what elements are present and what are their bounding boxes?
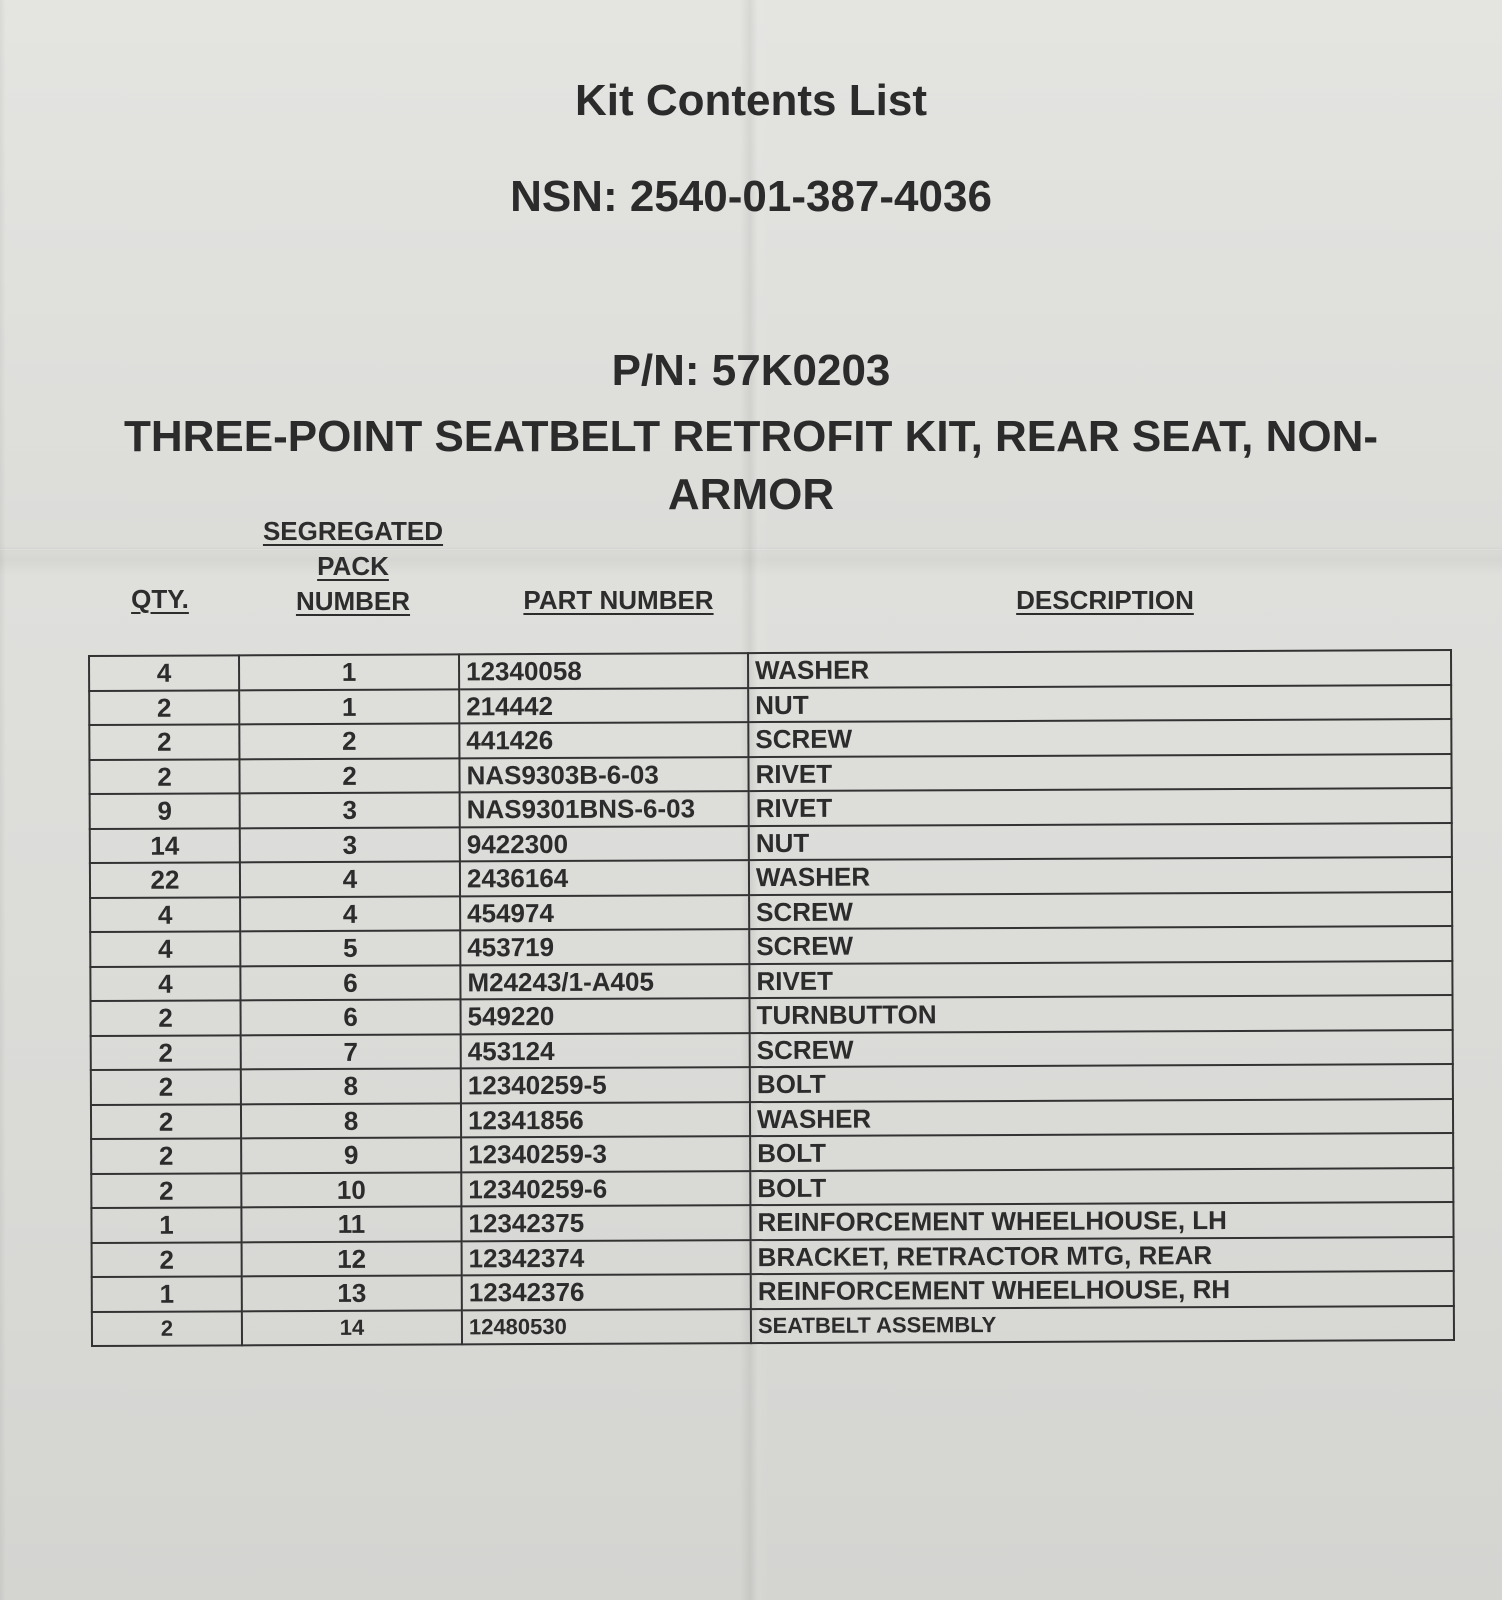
pack-number-cell: 6: [241, 999, 461, 1034]
description-cell: BOLT: [750, 1168, 1453, 1206]
pack-number-column-header: [238, 514, 468, 619]
qty-cell: 2: [91, 1104, 241, 1139]
table-row: [91, 1030, 1453, 1070]
qty-cell: 2: [92, 1242, 242, 1277]
kit-contents-table: [88, 649, 1455, 1347]
part-number-cell: 12340058: [459, 653, 748, 689]
table-row: [91, 1133, 1453, 1173]
table-row: [89, 754, 1451, 794]
pack-number-cell: 9: [241, 1137, 461, 1172]
table-row: [91, 1099, 1453, 1139]
qty-cell: 2: [91, 1000, 241, 1035]
part-number-cell: 12340259-6: [461, 1171, 750, 1207]
qty-cell: 4: [90, 966, 240, 1001]
pack-number-cell: 4: [240, 896, 460, 931]
qty-cell: 4: [90, 931, 240, 966]
description-cell: SCREW: [749, 926, 1452, 964]
description-cell: WASHER: [748, 650, 1451, 688]
description-cell: SCREW: [750, 1030, 1453, 1068]
pack-number-cell: 4: [240, 861, 460, 896]
description-cell: WASHER: [750, 1099, 1453, 1137]
pack-number-cell: 3: [240, 792, 460, 827]
qty-cell: 4: [89, 655, 239, 690]
description-cell: RIVET: [748, 754, 1451, 792]
pack-number-cell: 12: [242, 1241, 462, 1276]
table-row: [90, 788, 1452, 828]
description-cell: NUT: [748, 685, 1451, 723]
description-cell: REINFORCEMENT WHEELHOUSE, RH: [751, 1271, 1454, 1309]
table-row: [91, 995, 1453, 1035]
pack-number-cell: 7: [241, 1034, 461, 1069]
description-cell: REINFORCEMENT WHEELHOUSE, LH: [750, 1202, 1453, 1240]
document-title: Kit Contents List: [575, 76, 927, 125]
pack-number-cell: 5: [240, 930, 460, 965]
qty-cell: 2: [89, 724, 239, 759]
description-cell: WASHER: [749, 857, 1452, 895]
part-number-cell: 454974: [460, 895, 749, 931]
qty-cell: 2: [91, 1138, 241, 1173]
part-number-cell: 9422300: [460, 826, 749, 862]
part-number-cell: M24243/1-A405: [460, 964, 749, 1000]
table-row: [91, 1202, 1453, 1242]
pack-header-line-2: PACK: [317, 551, 389, 581]
table-row: [91, 1064, 1453, 1104]
table-row: [90, 961, 1452, 1001]
part-number-cell: 12480530: [462, 1309, 751, 1345]
pack-number-cell: 13: [242, 1275, 462, 1310]
kit-name-heading: THREE-POINT SEATBELT RETROFIT KIT, REAR SEAT, NON-ARMOR: [124, 412, 1378, 519]
qty-cell: 2: [91, 1173, 241, 1208]
qty-cell: 9: [90, 793, 240, 828]
part-number-column-header: PART NUMBER: [523, 585, 714, 615]
part-number-cell: 453719: [460, 929, 749, 965]
part-number-cell: 214442: [459, 688, 748, 724]
table-row: [92, 1306, 1454, 1346]
qty-cell: 14: [90, 828, 240, 863]
part-number-cell: 12342375: [461, 1205, 750, 1241]
description-cell: TURNBUTTON: [750, 995, 1453, 1033]
table-row: [92, 1271, 1454, 1311]
paper-fold-line: [0, 548, 1502, 551]
description-cell: BRACKET, RETRACTOR MTG, REAR: [751, 1237, 1454, 1275]
pack-number-cell: 10: [241, 1172, 461, 1207]
table-row: [90, 857, 1452, 897]
kit-contents-table-body: [89, 650, 1454, 1346]
pack-number-cell: 1: [239, 689, 459, 724]
pack-number-cell: 2: [239, 758, 459, 793]
pack-number-cell: 14: [242, 1310, 462, 1345]
part-number-cell: 12342376: [462, 1274, 751, 1310]
part-number-cell: NAS9301BNS-6-03: [460, 791, 749, 827]
pack-number-cell: 3: [240, 827, 460, 862]
qty-cell: 2: [92, 1311, 242, 1346]
table-row: [92, 1237, 1454, 1277]
pack-number-cell: 2: [239, 723, 459, 758]
pack-number-cell: 1: [239, 654, 459, 689]
description-cell: BOLT: [750, 1064, 1453, 1102]
table-row: [90, 892, 1452, 932]
part-number-cell: 12341856: [461, 1102, 750, 1138]
description-cell: SEATBELT ASSEMBLY: [751, 1306, 1454, 1344]
description-cell: BOLT: [750, 1133, 1453, 1171]
pack-number-cell: 11: [241, 1206, 461, 1241]
part-number-cell: 453124: [461, 1033, 750, 1069]
part-number-cell: 12340259-5: [461, 1067, 750, 1103]
table-row: [91, 1168, 1453, 1208]
pack-number-cell: 6: [240, 965, 460, 1000]
description-cell: SCREW: [749, 892, 1452, 930]
part-number-cell: 441426: [459, 722, 748, 758]
description-cell: NUT: [749, 823, 1452, 861]
part-number-cell: 2436164: [460, 860, 749, 896]
pack-header-line-1: SEGREGATED: [262, 516, 444, 546]
part-number-cell: 12340259-3: [461, 1136, 750, 1172]
qty-cell: 2: [91, 1069, 241, 1104]
description-cell: RIVET: [749, 961, 1452, 999]
qty-column-header: QTY.: [131, 584, 189, 614]
table-row: [89, 719, 1451, 759]
part-number-cell: 12342374: [462, 1240, 751, 1276]
table-row: [90, 926, 1452, 966]
pack-number-cell: 8: [241, 1068, 461, 1103]
description-column-header: DESCRIPTION: [1016, 585, 1194, 615]
part-number-heading: P/N: 57K0203: [611, 346, 891, 395]
part-number-cell: 549220: [461, 998, 750, 1034]
table-row: [89, 685, 1451, 725]
table-row: [89, 650, 1451, 690]
nsn-heading: NSN: 2540-01-387-4036: [510, 172, 992, 221]
description-cell: SCREW: [748, 719, 1451, 757]
qty-cell: 2: [89, 759, 239, 794]
table-row: [90, 823, 1452, 863]
qty-cell: 22: [90, 862, 240, 897]
qty-cell: 4: [90, 897, 240, 932]
part-number-cell: NAS9303B-6-03: [459, 757, 748, 793]
description-cell: RIVET: [749, 788, 1452, 826]
qty-cell: 1: [91, 1207, 241, 1242]
qty-cell: 2: [89, 690, 239, 725]
pack-number-cell: 8: [241, 1103, 461, 1138]
pack-header-line-3: NUMBER: [295, 586, 411, 616]
qty-cell: 1: [92, 1276, 242, 1311]
qty-cell: 2: [91, 1035, 241, 1070]
